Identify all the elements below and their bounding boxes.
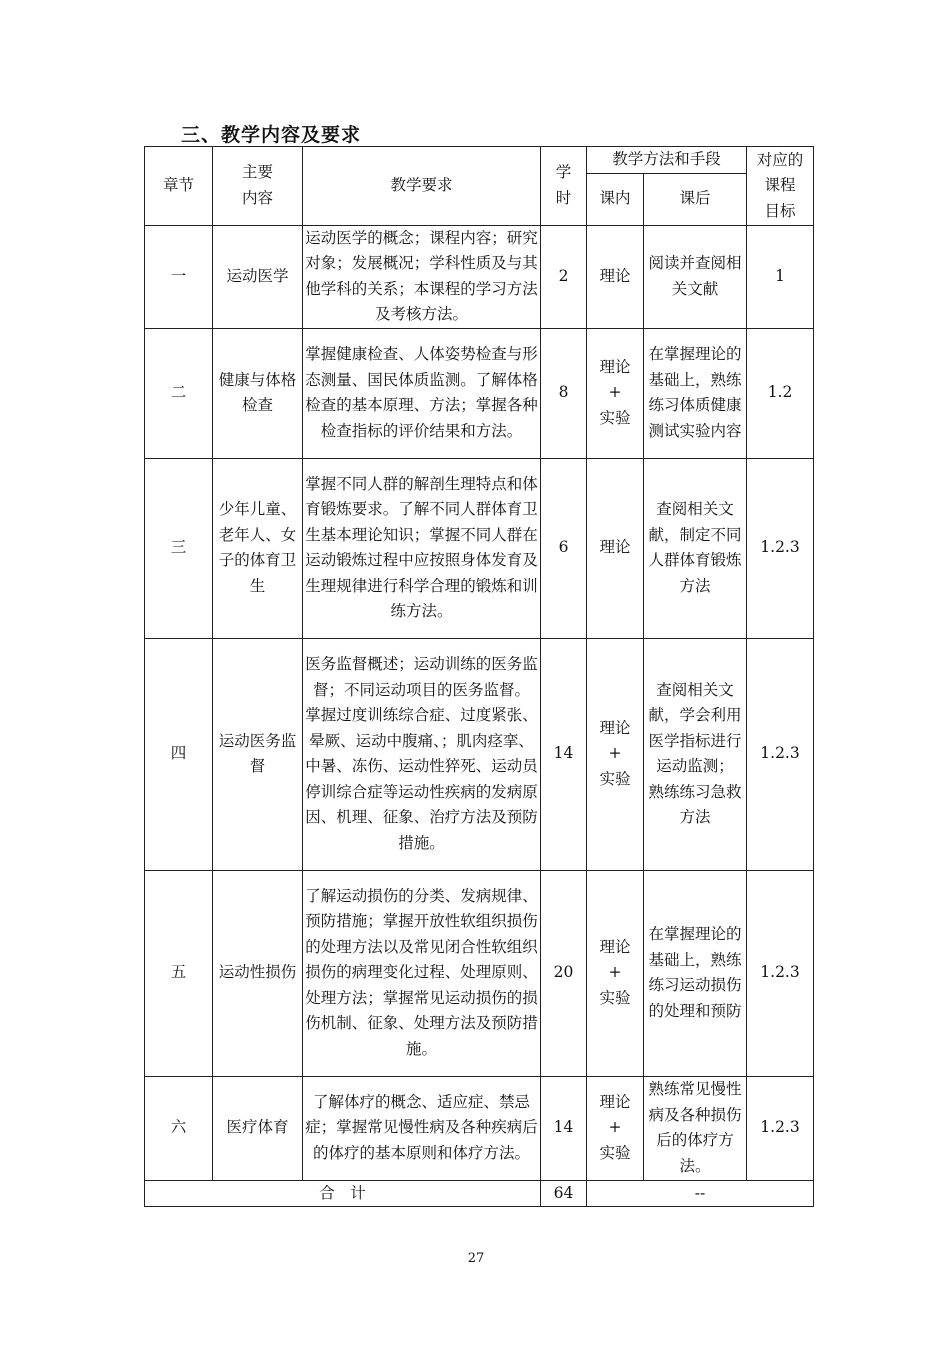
header-hours: 学 时 bbox=[541, 147, 587, 226]
content-cell: 医疗体育 bbox=[213, 1076, 303, 1180]
objectives-cell: 1.2.3 bbox=[747, 1076, 814, 1180]
header-row bbox=[145, 147, 814, 174]
chapter-cell: 五 bbox=[145, 870, 213, 1076]
chapter-cell: 二 bbox=[145, 328, 213, 458]
table-row bbox=[145, 870, 814, 1076]
in-class-cell: 理论 + 实验 bbox=[587, 328, 644, 458]
table-row bbox=[145, 328, 814, 458]
table-row bbox=[145, 225, 814, 328]
in-class-cell: 理论 bbox=[587, 458, 644, 638]
hours-cell: 14 bbox=[541, 638, 587, 870]
page-number: 27 bbox=[467, 1251, 485, 1266]
content-cell: 健康与体格检查 bbox=[213, 328, 303, 458]
hours-cell: 6 bbox=[541, 458, 587, 638]
requirements-cell: 医务监督概述；运动训练的医务监督；不同运动项目的医务监督。 掌握过度训练综合症、过度紧张、晕厥、运动中腹痛、；肌肉痉挛、中暑、冻伤、运动性猝死、运动员停训综合症等运动性疾病的发病原因、机理、征象、治疗方法及预防措施。 bbox=[303, 638, 541, 870]
table-row bbox=[145, 1076, 814, 1180]
requirements-cell: 掌握不同人群的解剖生理特点和体育锻炼要求。了解不同人群体育卫生基本理论知识；掌握不同人群在运动锻炼过程中应按照身体发育及生理规律进行科学合理的锻炼和训练方法。 bbox=[303, 458, 541, 638]
content-cell: 运动医务监督 bbox=[213, 638, 303, 870]
after-class-cell: 在掌握理论的基础上，熟练练习运动损伤的处理和预防 bbox=[644, 870, 747, 1076]
objectives-cell: 1 bbox=[747, 225, 814, 328]
table-row bbox=[145, 638, 814, 870]
total-hours: 64 bbox=[541, 1180, 587, 1207]
objectives-cell: 1.2 bbox=[747, 328, 814, 458]
requirements-cell: 了解运动损伤的分类、发病规律、预防措施；掌握开放性软组织损伤的处理方法以及常见闭合性软组织损伤的病理变化过程、处理原则、处理方法；掌握常见运动损伤的损伤机制、征象、处理方法及预防措施。 bbox=[303, 870, 541, 1076]
course-content-table bbox=[144, 146, 814, 1207]
after-class-cell: 在掌握理论的基础上，熟练练习体质健康测试实验内容 bbox=[644, 328, 747, 458]
header-requirements: 教学要求 bbox=[303, 147, 541, 226]
objectives-cell: 1.2.3 bbox=[747, 638, 814, 870]
in-class-cell: 理论 + 实验 bbox=[587, 638, 644, 870]
hours-cell: 8 bbox=[541, 328, 587, 458]
hours-cell: 20 bbox=[541, 870, 587, 1076]
requirements-cell: 掌握健康检查、人体姿势检查与形态测量、国民体质监测。了解体格检查的基本原理、方法；掌握各种检查指标的评价结果和方法。 bbox=[303, 328, 541, 458]
chapter-cell: 一 bbox=[145, 225, 213, 328]
header-content: 主要 内容 bbox=[213, 147, 303, 226]
content-cell: 运动医学 bbox=[213, 225, 303, 328]
hours-cell: 2 bbox=[541, 225, 587, 328]
total-rest: -- bbox=[587, 1180, 814, 1207]
header-methods: 教学方法和手段 bbox=[587, 147, 747, 174]
after-class-cell: 查阅相关文献，制定不同人群体育锻炼方法 bbox=[644, 458, 747, 638]
header-in-class: 课内 bbox=[587, 173, 644, 225]
after-class-cell: 阅读并查阅相关文献 bbox=[644, 225, 747, 328]
in-class-cell: 理论 + 实验 bbox=[587, 1076, 644, 1180]
section-title: 三、教学内容及要求 bbox=[181, 124, 362, 146]
in-class-cell: 理论 bbox=[587, 225, 644, 328]
requirements-cell: 了解体疗的概念、适应症、禁忌症；掌握常见慢性病及各种疾病后的体疗的基本原则和体疗方法。 bbox=[303, 1076, 541, 1180]
total-row bbox=[145, 1180, 814, 1207]
chapter-cell: 三 bbox=[145, 458, 213, 638]
objectives-cell: 1.2.3 bbox=[747, 870, 814, 1076]
header-after-class: 课后 bbox=[644, 173, 747, 225]
chapter-cell: 六 bbox=[145, 1076, 213, 1180]
chapter-cell: 四 bbox=[145, 638, 213, 870]
hours-cell: 14 bbox=[541, 1076, 587, 1180]
total-label: 合 计 bbox=[145, 1180, 541, 1207]
objectives-cell: 1.2.3 bbox=[747, 458, 814, 638]
header-objectives: 对应的 课程 目标 bbox=[747, 147, 814, 226]
content-cell: 少年儿童、老年人、女子的体育卫生 bbox=[213, 458, 303, 638]
after-class-cell: 查阅相关文献，学会利用医学指标进行运动监测； 熟练练习急救方法 bbox=[644, 638, 747, 870]
table-row bbox=[145, 458, 814, 638]
content-cell: 运动性损伤 bbox=[213, 870, 303, 1076]
header-chapter: 章节 bbox=[145, 147, 213, 226]
after-class-cell: 熟练常见慢性病及各种损伤后的体疗方法。 bbox=[644, 1076, 747, 1180]
in-class-cell: 理论 + 实验 bbox=[587, 870, 644, 1076]
requirements-cell: 运动医学的概念；课程内容；研究对象；发展概况；学科性质及与其他学科的关系；本课程的学习方法及考核方法。 bbox=[303, 225, 541, 328]
